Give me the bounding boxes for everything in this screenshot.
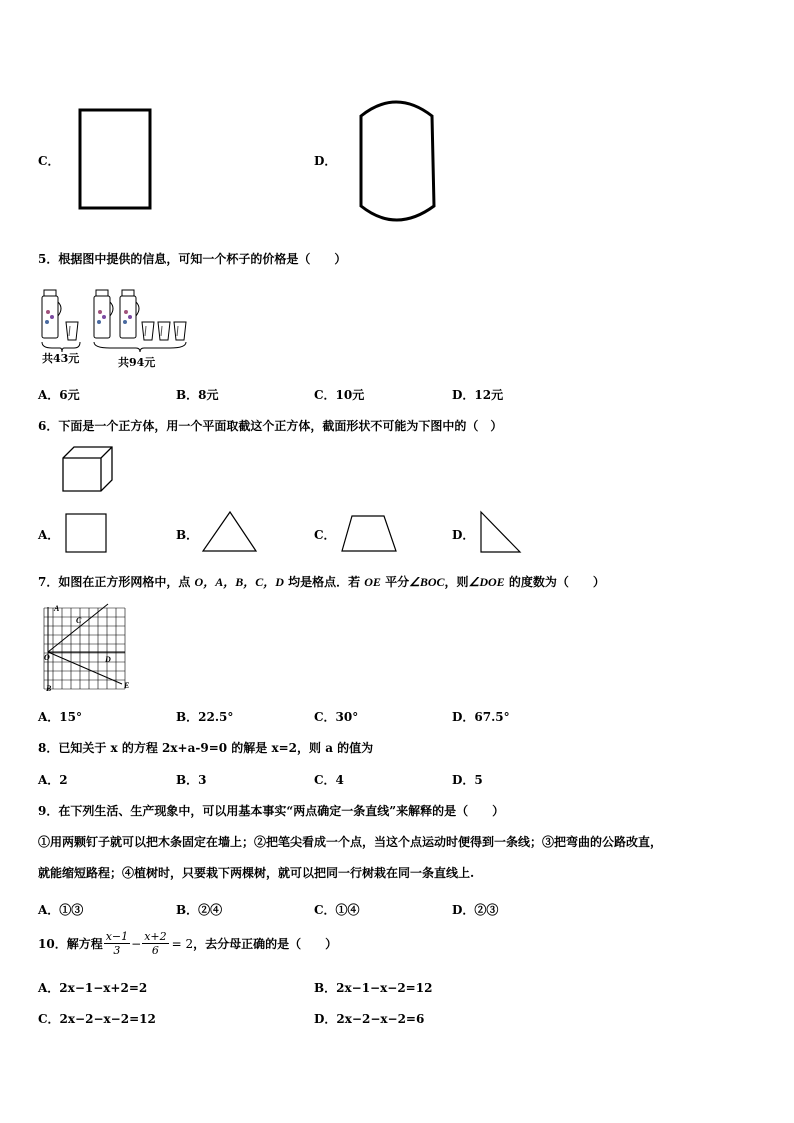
q7-label-a: A (54, 604, 60, 613)
q7-stem-angle-boc: ∠BOC (409, 575, 445, 589)
q9-statement-line1: ①用两颗钉子就可以把木条固定在墙上；②把笔尖看成一个点，当这个点运动时便得到一条线；③把弯曲的公路改直， (38, 835, 663, 849)
q9-option-a: A．①③ (38, 903, 84, 917)
q4-option-c-label: C． (38, 154, 60, 168)
q9-statement-line2: 就能缩短路程；④植树时，只要栽下两棵树，就可以把同一行树栽在同一条直线上. (38, 866, 475, 880)
q7-label-b: B (46, 684, 52, 693)
q10-option-d: D．2x−2−x−2=6 (314, 1012, 425, 1026)
q6-stem: 6．下面是一个正方体，用一个平面取截这个正方体，截面形状不可能为下图中的（ ） (38, 419, 503, 433)
q7-option-b: B．22.5° (176, 710, 234, 724)
q6-option-d-right-triangle (478, 510, 524, 556)
q7-stem-oe: OE (364, 575, 381, 589)
q10-rhs: = 2 (171, 936, 194, 951)
q9-option-c: C．①④ (314, 903, 360, 917)
q5-option-a: A．6元 (38, 388, 80, 402)
q5-option-c: C．10元 (314, 388, 365, 402)
q4-option-d-rounded-shape (356, 98, 440, 224)
q6-option-b-triangle (200, 510, 260, 554)
q7-label-d: D (105, 655, 111, 664)
q9-stem: 9．在下列生活、生产现象中，可以用基本事实“两点确定一条直线”来解释的是（ ） (38, 804, 505, 818)
q4-option-d-label: D． (314, 154, 337, 168)
q10-frac2-numerator: x+2 (144, 930, 167, 943)
q8-option-c: C．4 (314, 773, 344, 787)
q7-grid-figure (40, 602, 135, 694)
q10-stem-suffix: ，去分母正确的是（ ） (193, 937, 338, 951)
q10-option-b: B．2x−1−x−2=12 (314, 981, 433, 995)
q5-stem: 5．根据图中提供的信息，可知一个杯子的价格是（ ） (38, 252, 347, 266)
q9-option-b: B．②④ (176, 903, 223, 917)
q8-option-d: D．5 (452, 773, 483, 787)
q10-frac1-numerator: x−1 (105, 930, 129, 943)
q6-option-c-trapezoid (340, 514, 398, 554)
q7-stem-angle-doe: ∠DOE (468, 575, 505, 589)
q10-option-a: A．2x−1−x+2=2 (38, 981, 148, 995)
q7-stem-part: 平分 (380, 575, 410, 589)
q6-option-a-label: A． (38, 528, 60, 542)
q7-label-c: C (76, 616, 82, 625)
q8-option-a: A．2 (38, 773, 68, 787)
thermos-icon (42, 290, 61, 338)
q10-option-c: C．2x−2−x−2=12 (38, 1012, 156, 1026)
q9-option-d: D．②③ (452, 903, 499, 917)
q5-option-d: D．12元 (452, 388, 504, 402)
q4-option-c-rectangle (78, 108, 154, 212)
thermos-icon (94, 290, 113, 338)
q5-option-b: B．8元 (176, 388, 219, 402)
thermos-icon (120, 290, 139, 338)
cup-icon (66, 322, 78, 340)
q7-stem-part: 均是格点．若 (283, 575, 365, 589)
q5-caption-left: 共43元 (42, 352, 80, 365)
q7-stem-part: 的度数为（ ） (504, 575, 605, 589)
q10-stem (38, 930, 337, 957)
q10-minus: − (131, 936, 142, 951)
q8-option-b: B．3 (176, 773, 207, 787)
q7-option-d: D．67.5° (452, 710, 510, 724)
q7-stem-points: O，A，B，C，D (194, 575, 284, 589)
q7-label-e: E (124, 681, 130, 690)
q6-option-b-label: B． (176, 528, 199, 542)
q10-fraction-2 (142, 930, 168, 957)
cup-icon (142, 322, 154, 340)
q6-option-c-label: C． (314, 528, 336, 542)
q6-option-a-square (65, 513, 109, 555)
cup-icon (158, 322, 170, 340)
cup-icon (174, 322, 186, 340)
q7-stem (38, 573, 605, 590)
q10-frac2-denominator: 6 (151, 944, 159, 957)
q10-frac1-denominator: 3 (113, 944, 121, 957)
q6-cube-figure (60, 444, 116, 494)
q7-option-c: C．30° (314, 710, 359, 724)
q6-option-d-label: D． (452, 528, 475, 542)
q7-stem-part: 7．如图在正方形网格中，点 (38, 575, 195, 589)
q7-label-o: O (44, 653, 50, 662)
q5-caption-right: 共94元 (118, 356, 156, 369)
q10-fraction-1 (104, 930, 130, 957)
q10-stem-prefix: 10．解方程 (38, 937, 103, 951)
q7-option-a: A．15° (38, 710, 83, 724)
q7-stem-part: ，则 (444, 575, 469, 589)
q8-stem: 8．已知关于 x 的方程 2x+a-9=0 的解是 x=2，则 a 的值为 (38, 741, 374, 755)
